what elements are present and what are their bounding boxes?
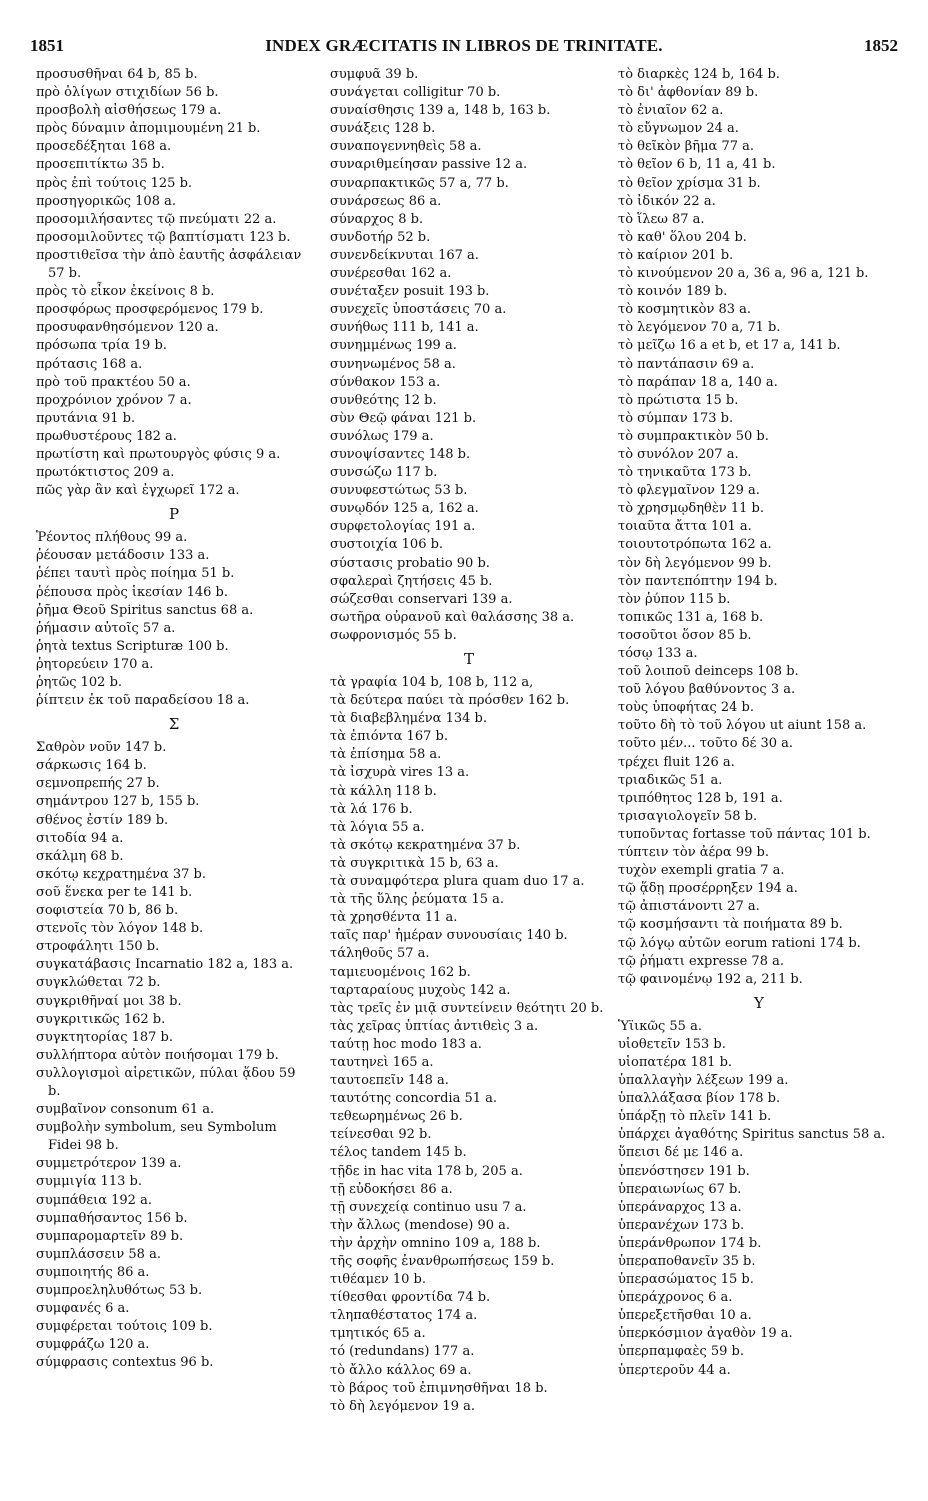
index-entry: συγκατάβασις Incarnatio 182 a, 183 a. [36, 957, 294, 973]
index-entry: τὸ μεῖζω 16 a et b, et 17 a, 141 b. [618, 338, 841, 354]
index-entry: υἱοθετεῖν 153 b. [618, 1036, 726, 1052]
index-entry: τὰ διαβεβλημένα 134 b. [330, 711, 487, 727]
index-entry: τοιουτοτρόπωτα 162 a. [618, 537, 772, 553]
index-entry: τληπαθέστατος 174 a. [330, 1308, 478, 1324]
index-entry: τὸ κοσμητικὸν 83 a. [618, 302, 752, 318]
index-column-1 [36, 66, 312, 1372]
index-entry: τῇ συνεχείᾳ continuo usu 7 a. [330, 1199, 527, 1215]
page-number-right: 1852 [864, 36, 898, 55]
index-entry: τῷ ῥήματι expresse 78 a. [618, 953, 784, 969]
index-entry: ὑπεράναρχος 13 a. [618, 1199, 742, 1215]
index-entry: τὸ θεῖον 6 b, 11 a, 41 b. [618, 157, 776, 173]
index-entry: τὸ συμπρακτικὸν 50 b. [618, 428, 769, 444]
index-entry: τοσοῦτοι ὅσον 85 b. [618, 627, 752, 643]
index-entry: συνῳδόν 125 a, 162 a. [330, 501, 479, 517]
index-entry: Σαθρὸν νοῦν 147 b. [36, 740, 167, 756]
index-entry: τὸ χρησμῳδηθὲν 11 b. [618, 501, 764, 517]
index-entry: σφαλεραὶ ζητήσεις 45 b. [330, 573, 493, 589]
index-entry: υἱοπατέρα 181 b. [618, 1054, 733, 1070]
index-entry: ὑπερπαμφαὲς 59 b. [618, 1344, 744, 1360]
index-entry: τοῦτο δὴ τὸ τοῦ λόγου ut aiunt 158 a. [618, 718, 867, 734]
index-entry: συμφανές 6 a. [36, 1301, 130, 1317]
index-entry: τῆς σοφῆς ἐνανθρωπήσεως 159 b. [330, 1254, 555, 1269]
section-letter: P [168, 505, 180, 524]
index-entry: πρὸς τὸ εἶκον ἐκείνοις 8 b. [36, 284, 215, 300]
index-entry: τείνεσθαι 92 b. [330, 1127, 432, 1143]
index-entry: τὸ ἐνιαῖον 62 a. [618, 103, 724, 119]
index-entry: τοῦ λόγου βαθύνοντος 3 a. [618, 682, 796, 698]
index-entry: σωτῆρα οὐρανοῦ καὶ θαλάσσης 38 a. [330, 609, 575, 625]
index-entry: συγκλώθεται 72 b. [36, 975, 161, 991]
index-entry: σύναρχος 8 b. [330, 211, 424, 227]
index-entry: σὺν Θεῷ φάναι 121 b. [330, 410, 477, 426]
index-entry: ὕπεισι δέ με 146 a. [618, 1145, 744, 1161]
index-entry: τὰ γραφία 104 b, 108 b, 112 a, [330, 675, 534, 690]
index-entry: τὰ συγκριτικὰ 15 b, 63 a. [330, 855, 499, 871]
section-letter: Σ [168, 715, 180, 734]
index-entry: συμμετρότερον 139 a. [36, 1156, 182, 1172]
index-entry: προσομιλοῦντες τῷ βαπτίσματι 123 b. [36, 229, 291, 245]
index-entry: ὑπερτεροῦν 44 a. [618, 1362, 731, 1378]
index-entry: ὑπεραποθανεῖν 35 b. [618, 1254, 756, 1269]
index-entry: τό (redundans) 177 a. [330, 1344, 475, 1360]
index-entry: ὑπάρξῃ τὸ πλεῖν 141 b. [618, 1109, 772, 1125]
index-entry: συμφέρεται τούτοις 109 b. [36, 1319, 213, 1335]
index-entry: συνέταξεν posuit 193 b. [330, 284, 490, 300]
section-letter: T [463, 650, 474, 668]
index-entry: προσεδέξηται 168 a. [36, 139, 172, 155]
index-entry: τὸ καίριον 201 b. [618, 247, 734, 263]
index-entry: ὑπερανέχων 173 b. [618, 1217, 745, 1233]
index-entry: συνεχεῖς ὑποστάσεις 70 a. [330, 302, 507, 318]
index-entry: τὸ τηνικαῦτα 173 b. [618, 465, 752, 481]
index-entry: ὑπεράχρονος 6 a. [618, 1290, 733, 1306]
index-entry: ῥίπτειν ἐκ τοῦ παραδείσου 18 a. [36, 693, 250, 709]
index-entry: συμμιγία 113 b. [36, 1174, 142, 1190]
index-entry: συναρπακτικῶς 57 a, 77 b. [330, 175, 509, 191]
index-entry: τρέχει fluit 126 a. [618, 754, 735, 770]
index-entry: τὸν ῥύπον 115 b. [618, 591, 731, 607]
index-entry: προσεπιτίκτω 35 b. [36, 157, 165, 173]
index-entry: τριαδικῶς 51 a. [618, 772, 723, 788]
index-entry: συνήθως 111 b, 141 a. [330, 320, 479, 336]
index-entry: ῥήμασιν αὐτοῖς 57 a. [36, 620, 176, 636]
index-entry: τοὺς ὑποφήτας 24 b. [618, 700, 755, 716]
index-entry: τὸ λεγόμενον 70 a, 71 b. [618, 320, 781, 336]
index-entry: τὰ χρησθέντα 11 a. [330, 910, 458, 926]
index-entry: ὑπεραιωνίως 67 b. [618, 1181, 742, 1197]
index-entry: ταυτοεπεῖν 148 a. [330, 1073, 449, 1089]
index-entry: ῥητορεύειν 170 a. [36, 656, 154, 672]
index-entry: συμφυᾶ 39 b. [330, 67, 419, 82]
index-entry: σοῦ ἕνεκα per te 141 b. [36, 884, 193, 900]
index-entry: τὸ δὴ λεγόμενον 19 a. [330, 1398, 475, 1414]
index-entry: τὸ θεῖκὸν βῆμα 77 a. [618, 139, 755, 155]
index-entry: τὴν ἀρχὴν omnino 109 a, 188 b. [330, 1235, 541, 1251]
index-entry: τὸ φλεγμαῖνον 129 a. [618, 483, 760, 499]
index-entry: ῥητὰ textus Scripturæ 100 b. [36, 638, 229, 654]
index-entry: τοιαῦτα ἄττα 101 a. [618, 519, 752, 535]
index-entry: συνάγεται colligitur 70 b. [330, 85, 501, 101]
index-entry: συναίσθησις 139 a, 148 b, 163 b. [330, 103, 551, 119]
index-entry: συμφράζω 120 a. [36, 1337, 150, 1353]
index-entry: τὸ δι' ἀφθονίαν 89 b. [618, 85, 759, 101]
index-entry: τὰ κάλλη 118 b. [330, 783, 437, 799]
index-entry: τὰ λά 176 b. [330, 801, 413, 817]
index-entry: συγκτητορίας 187 b. [36, 1029, 174, 1045]
index-entry: συστοιχία 106 b. [330, 537, 444, 553]
index-entry: τιθέαμεν 10 b. [330, 1272, 426, 1288]
index-entry: τὸ παράπαν 18 a, 140 a. [618, 374, 778, 390]
section-letter: Y [754, 993, 764, 1012]
index-entry: τὸν δὴ λεγόμενον 99 b. [618, 555, 772, 571]
index-entry: σιτοδία 94 a. [36, 830, 124, 846]
index-entry: τὰ σκότῳ κεκρατημένα 37 b. [330, 837, 521, 853]
index-entry: συμβαῖνον consonum 61 a. [36, 1102, 215, 1118]
index-entry: τὴν ἄλλως (mendose) 90 a. [330, 1217, 511, 1233]
index-column-3 [618, 66, 900, 1380]
index-entry: τῷ ἀπιστάνοντι 27 a. [618, 899, 760, 915]
index-entry: πρὸς δύναμιν ἀπομιμουμένη 21 b. [36, 121, 261, 137]
index-entry: τίθεσθαι φροντίδα 74 b. [330, 1290, 491, 1306]
index-entry: Ὑϊικῶς 55 a. [618, 1018, 702, 1034]
index-entry: ῥητῶς 102 b. [36, 675, 123, 690]
index-entry: πρὸ ὀλίγων στιχιδίων 56 b. [36, 85, 219, 101]
index-entry: τὰ τῆς ὕλης ῥεύματα 15 a. [330, 892, 505, 908]
index-entry: τάληθοῦς 57 a. [330, 946, 430, 962]
index-entry: σκότῳ κεχρατημένα 37 b. [36, 866, 207, 882]
index-entry: τὸ ἰδικόν 22 a. [618, 193, 716, 209]
index-entry: τοπικῶς 131 a, 168 b. [618, 609, 764, 625]
index-entry: τὸ πρώτιστα 15 b. [618, 392, 739, 408]
index-entry: συνημμένως 199 a. [330, 338, 457, 354]
index-entry: πρότασις 168 a. [36, 356, 143, 372]
page-number-left: 1851 [30, 36, 64, 55]
index-entry: σωφρονισμός 55 b. [330, 627, 457, 643]
index-entry: ὑπερεξετῆσθαι 10 a. [618, 1308, 752, 1324]
index-entry: ῥέπει ταυτὶ πρὸς ποίημα 51 b. [36, 566, 235, 582]
index-entry: Ῥέοντος πλήθους 99 a. [36, 530, 188, 546]
index-entry: τόσῳ 133 a. [618, 646, 698, 661]
index-entry: τὰ συναμφότερα plura quam duo 17 a. [330, 874, 585, 890]
index-entry: πρὸ τοῦ πρακτέου 50 a. [36, 374, 191, 390]
index-entry: τὰς χεῖρας ὑπτίας ἀντιθεὶς 3 a. [330, 1018, 539, 1034]
index-entry: συμπαθήσαντος 156 b. [36, 1210, 188, 1226]
index-entry: στενοῖς τὸν λόγον 148 b. [36, 921, 204, 937]
index-entry: τὸ παντάπασιν 69 a. [618, 356, 755, 372]
index-entry: συμπάθεια 192 a. [36, 1192, 152, 1208]
index-entry: συγκριτικῶς 162 b. [36, 1011, 166, 1027]
index-entry: πρωθυστέρους 182 a. [36, 428, 177, 444]
index-entry: συρφετολογίας 191 a. [330, 519, 476, 535]
index-entry: τὰ ἐπιόντα 167 b. [330, 729, 448, 745]
index-entry: συνάρσεως 86 a. [330, 193, 442, 209]
index-entry: τὸ ἄλλο κάλλος 69 a. [330, 1362, 472, 1378]
page-title: INDEX GRÆCITATIS IN LIBROS DE TRINITATE. [265, 36, 663, 55]
index-entry: τῷ λόγῳ αὐτῶν eorum rationi 174 b. [618, 935, 861, 951]
index-entry: τῷ φαινομένῳ 192 a, 211 b. [618, 971, 803, 987]
index-entry: προσφόρως προσφερόμενος 179 b. [36, 302, 264, 318]
index-entry: τοῦ λοιποῦ deinceps 108 b. [618, 664, 799, 680]
index-entry: τριπόθητος 128 b, 191 a. [618, 790, 783, 806]
index-entry: τυποῦντας fortasse τοῦ πάντας 101 b. [618, 826, 871, 842]
index-entry: συλλήπτορα αὐτὸν ποιήσομαι 179 b. [36, 1047, 279, 1063]
index-entry: ταυτηνεὶ 165 a. [330, 1054, 434, 1070]
index-entry: σημάντρου 127 b, 155 b. [36, 794, 200, 810]
index-entry: τῷ κοσμήσαντι τὰ ποιήματα 89 b. [618, 917, 843, 933]
index-entry: τοῦτο μέν... τοῦτο δέ 30 a. [618, 736, 794, 752]
index-entry: σύνθακον 153 a. [330, 374, 441, 390]
index-entry: τὸ βάρος τοῦ ἐπιμνησθῆναι 18 b. [330, 1380, 548, 1396]
index-entry: συνέρεσθαι 162 a. [330, 266, 452, 282]
index-entry: πρὸς ἐπὶ τούτοις 125 b. [36, 175, 193, 191]
index-entry: τὸ κοινόν 189 b. [618, 284, 728, 300]
index-entry: ὑπερασώματος 15 b. [618, 1272, 754, 1288]
index-entry: ῥέουσαν μετάδοσιν 133 a. [36, 548, 210, 564]
index-entry: τὸ διαρκὲς 124 b, 164 b. [618, 67, 780, 82]
index-entry: ταμιευομένοις 162 b. [330, 964, 471, 980]
index-entry: τὸ καθ' ὅλου 204 b. [618, 229, 747, 245]
index-entry: ὑπενόστησεν 191 b. [618, 1163, 750, 1179]
index-entry: τῷ ᾅδῃ προσέρρηξεν 194 a. [618, 881, 798, 897]
index-entry: πρόσωπα τρία 19 b. [36, 338, 167, 354]
index-entry: τύπτειν τὸν ἀέρα 99 b. [618, 845, 769, 861]
index-entry: πρυτάνια 91 b. [36, 410, 136, 426]
index-entry: τεθεωρημένως 26 b. [330, 1109, 463, 1125]
index-entry: συνυφεστώτως 53 b. [330, 483, 468, 499]
index-entry: τμητικός 65 a. [330, 1326, 426, 1342]
index-entry: συμβολὴν symbolum, seu Symbolum Fidei 98 b. [36, 1120, 277, 1154]
index-entry: τὸ ἵλεω 87 a. [618, 211, 705, 227]
index-entry: ὑπάρχει ἀγαθότης Spiritus sanctus 58 a. [618, 1127, 886, 1143]
index-entry: συνόλως 179 a. [330, 428, 434, 444]
index-entry: ὑπερκόσμιον ἀγαθὸν 19 a. [618, 1326, 793, 1342]
index-entry: σύστασις probatio 90 b. [330, 555, 490, 571]
index-entry: συναπογεννηθεὶς 58 a. [330, 139, 482, 155]
index-entry: ταῖς παρ' ἡμέραν συνουσίαις 140 b. [330, 928, 568, 944]
index-entry: συνηνωμένος 58 a. [330, 356, 456, 372]
index-entry: στροφάλητι 150 b. [36, 939, 160, 955]
index-entry: συνοψίσαντες 148 b. [330, 446, 471, 462]
index-entry: τὰ δεύτερα παύει τὰ πρόσθεν 162 b. [330, 693, 570, 709]
index-entry: τὰ ἐπίσημα 58 a. [330, 747, 442, 763]
index-entry: ὑπαλλάξασα βίον 178 b. [618, 1091, 781, 1107]
index-entry: συνάξεις 128 b. [330, 121, 436, 137]
index-entry: ταρταραίους μυχοὺς 142 a. [330, 982, 511, 998]
index-entry: ὑπαλλαγὴν λέξεων 199 a. [618, 1073, 789, 1089]
index-column-2 [330, 66, 608, 1416]
index-entry: πρωτίστη καὶ πρωτουργὸς φύσις 9 a. [36, 446, 281, 462]
index-entry: προσβολὴ αἰσθήσεως 179 a. [36, 103, 222, 119]
index-entry: τὰ ἰσχυρὰ vires 13 a. [330, 765, 470, 781]
index-entry: συνσώζω 117 b. [330, 465, 438, 481]
index-entry: σοφιστεία 70 b, 86 b. [36, 903, 179, 919]
index-entry: συμπροεληλυθότως 53 b. [36, 1283, 203, 1298]
index-entry: τρισαγιολογεῖν 58 b. [618, 808, 758, 824]
index-entry: τὸ κινούμενον 20 a, 36 a, 96 a, 121 b. [618, 266, 869, 282]
index-entry: συνδοτήρ 52 b. [330, 229, 431, 245]
index-entry: ταύτῃ hoc modo 183 a. [330, 1036, 482, 1052]
index-entry: προσυσθῆναι 64 b, 85 b. [36, 67, 198, 82]
index-entry: ῥέπουσα πρὸς ἱκεσίαν 146 b. [36, 584, 229, 600]
index-entry: πῶς γὰρ ἂν καὶ ἐγχωρεῖ 172 a. [36, 483, 240, 499]
index-entry: τὰς τρεῖς ἐν μιᾷ συντείνειν θεότητι 20 b. [330, 1000, 604, 1016]
index-entry: τὸ σύμπαν 173 b. [618, 410, 734, 426]
index-entry: συγκριθῆναί μοι 38 b. [36, 993, 182, 1009]
index-entry: σθένος ἐστίν 189 b. [36, 812, 169, 828]
index-entry: σάρκωσις 164 b. [36, 758, 147, 774]
index-entry: τὸν παντεπόπτην 194 b. [618, 573, 778, 589]
index-entry: προχρόνιον χρόνον 7 a. [36, 392, 192, 408]
index-entry: ταυτότης concordia 51 a. [330, 1091, 498, 1107]
index-entry: σεμνοπρεπής 27 b. [36, 776, 160, 792]
index-entry: σύμφρασις contextus 96 b. [36, 1355, 214, 1371]
index-entry: ὑπεράνθρωπον 174 b. [618, 1235, 762, 1251]
index-entry: τυχὸν exempli gratia 7 a. [618, 863, 785, 879]
index-entry: τὸ θεῖον χρίσμα 31 b. [618, 175, 761, 191]
index-entry: συνθεότης 12 b. [330, 392, 437, 408]
index-entry: συμποιητής 86 a. [36, 1264, 150, 1280]
index-entry: προστιθεῖσα τὴν ἀπὸ ἑαυτῆς ἀσφάλειαν 57 b. [36, 247, 302, 282]
index-entry: ῥῆμα Θεοῦ Spiritus sanctus 68 a. [36, 602, 254, 618]
index-entry: τέλος tandem 145 b. [330, 1145, 467, 1161]
index-entry: συμπαρομαρτεῖν 89 b. [36, 1228, 184, 1244]
index-entry: τὸ εὔγνωμον 24 a. [618, 121, 739, 137]
index-entry: τὰ λόγια 55 a. [330, 819, 425, 835]
index-entry: τῇ εὐδοκήσει 86 a. [330, 1181, 453, 1197]
index-entry: τὸ συνόλον 207 a. [618, 446, 739, 462]
index-entry: τῇδε in hac vita 178 b, 205 a. [330, 1163, 523, 1179]
index-entry: προσηγορικῶς 108 a. [36, 193, 176, 209]
index-entry: συναριθμείησαν passive 12 a. [330, 157, 528, 173]
index-entry: προσομιλήσαντες τῷ πνεύματι 22 a. [36, 211, 277, 227]
page-header [30, 36, 898, 58]
index-entry: σώζεσθαι conservari 139 a. [330, 591, 513, 607]
index-entry: σκάλμη 68 b. [36, 848, 124, 864]
index-entry: συλλογισμοὶ αἱρετικῶν, πύλαι ᾅδου 59 b. [36, 1065, 296, 1099]
index-entry: συμπλάσσειν 58 a. [36, 1246, 161, 1262]
index-entry: συνενδείκνυται 167 a. [330, 247, 479, 263]
index-entry: προσυφανθησόμενον 120 a. [36, 320, 219, 336]
index-entry: πρωτόκτιστος 209 a. [36, 465, 175, 481]
